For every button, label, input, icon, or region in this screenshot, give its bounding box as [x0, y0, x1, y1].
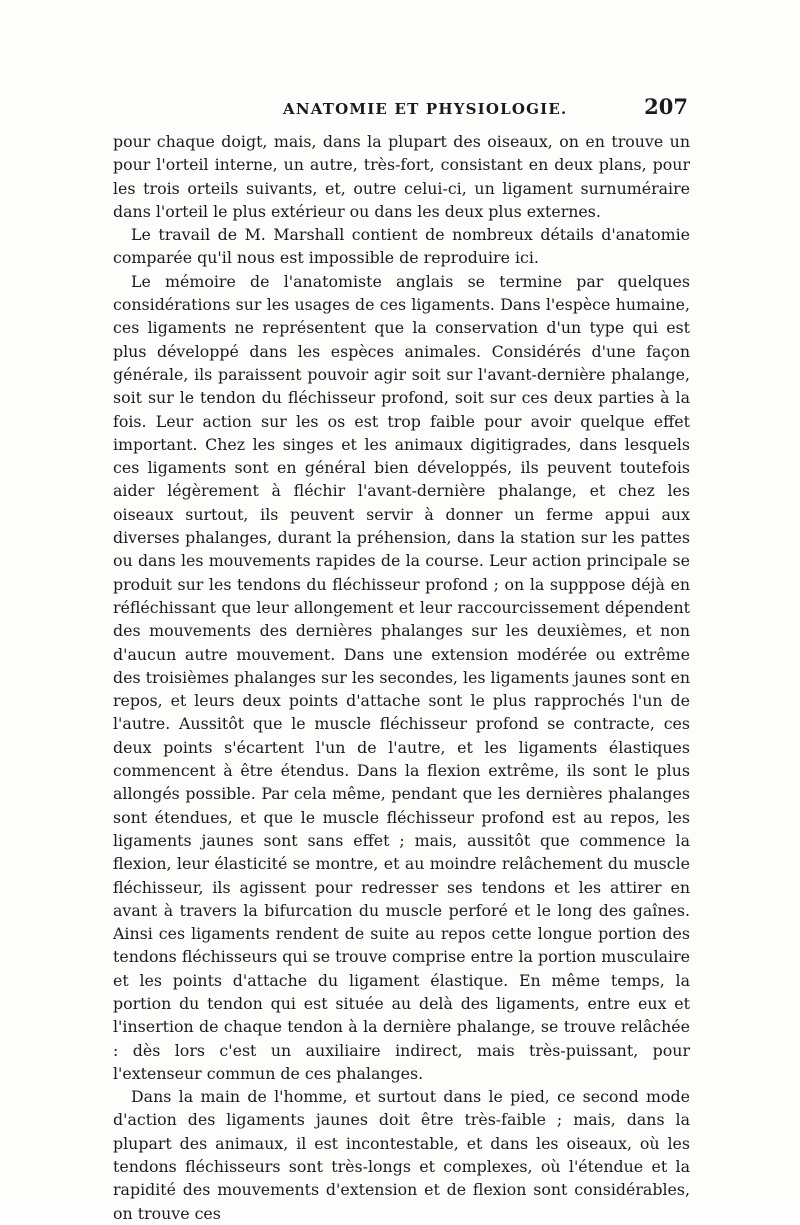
paragraph: Le travail de M. Marshall contient de nombreux détails d'anatomie comparée qu'il nous est impossible de reproduire ici.: [113, 225, 690, 268]
paragraph: Le mémoire de l'anatomiste anglais se termine par quelques considérations sur les usages de ces ligaments. Dans l'espèce humaine, ces ligaments ne représentent que la conservation d'un type qui est plus développé dans les espèces animales. Considérés d'une façon générale, ils paraissent pouvoir agir soit sur l'avant-dernière phalange, soit sur le tendon du fléchisseur profond, soit sur ces deux parties à la fois. Leur action sur les os est trop faible pour avoir quelque effet important. Chez les singes et les animaux digitigrades, dans lesquels ces ligaments sont en général bien développés, ils peuvent toutefois aider légèrement à fléchir l'avant-dernière phalange, et chez les oiseaux surtout, ils peuvent servir à donner un ferme appui aux diverses phalanges, durant la préhension, dans la station sur les pattes ou dans les mouvements rapides de la course. Leur action principale se produit sur les tendons du fléchisseur profond ; on la supppose déjà en réfléchissant que leur allongement et leur raccourcissement dépendent des mouvements des dernières phalanges sur les deuxièmes, et non d'aucun autre mouvement. Dans une extension modérée ou extrême des troisièmes phalanges sur les secondes, les ligaments jaunes sont en repos, et leurs deux points d'attache sont le plus rapprochés l'un de l'autre. Aussitôt que le muscle fléchisseur profond se contracte, ces deux points s'écartent l'un de l'autre, et les ligaments élastiques commencent à être étendus. Dans la flexion extrême, ils sont le plus allongés possible. Par cela même, pendant que les dernières phalanges sont étendues, et que le muscle fléchisseur profond est au repos, les ligaments jaunes sont sans effet ; mais, aussitôt que commence la flexion, leur élasticité se montre, et au moindre relâchement du muscle fléchisseur, ils agissent pour redresser ses tendons et les attirer en avant à travers la bifurcation du muscle perforé et le long des gaînes. Ainsi ces ligaments rendent de suite au repos cette longue portion des tendons fléchisseurs qui se trouve comprise entre la portion musculaire et les points d'attache du ligament élastique. En même temps, la portion du tendon qui est située au delà des ligaments, entre eux et l'insertion de chaque tendon à la dernière phalange, se trouve relâchée : dès lors c'est un auxiliaire indirect, mais très-puissant, pour l'extenseur commun de ces phalanges.: [113, 271, 690, 1083]
paragraph-continuation: pour chaque doigt, mais, dans la plupart des oiseaux, on en trouve un pour l'orteil interne, un autre, très-fort, consistant en deux plans, pour les trois orteils suivants, et, outre celui-ci, un ligament surnuméraire dans l'orteil le plus extérieur ou dans les deux plus externes.: [113, 132, 690, 221]
page-header: [113, 94, 688, 126]
running-title: ANATOMIE ET PHYSIOLOGIE.: [283, 100, 568, 118]
body-text: [113, 130, 690, 1223]
paragraph: Dans la main de l'homme, et surtout dans le pied, ce second mode d'action des ligaments jaunes doit être très-faible ; mais, dans la plupart des animaux, il est incontestable, et dans les oiseaux, où les tendons fléchisseurs sont très-longs et complexes, où l'étendue et la rapidité des mouvements d'extension et de flexion sont considérables, on trouve ces: [113, 1087, 690, 1223]
page-number: 207: [644, 94, 688, 119]
